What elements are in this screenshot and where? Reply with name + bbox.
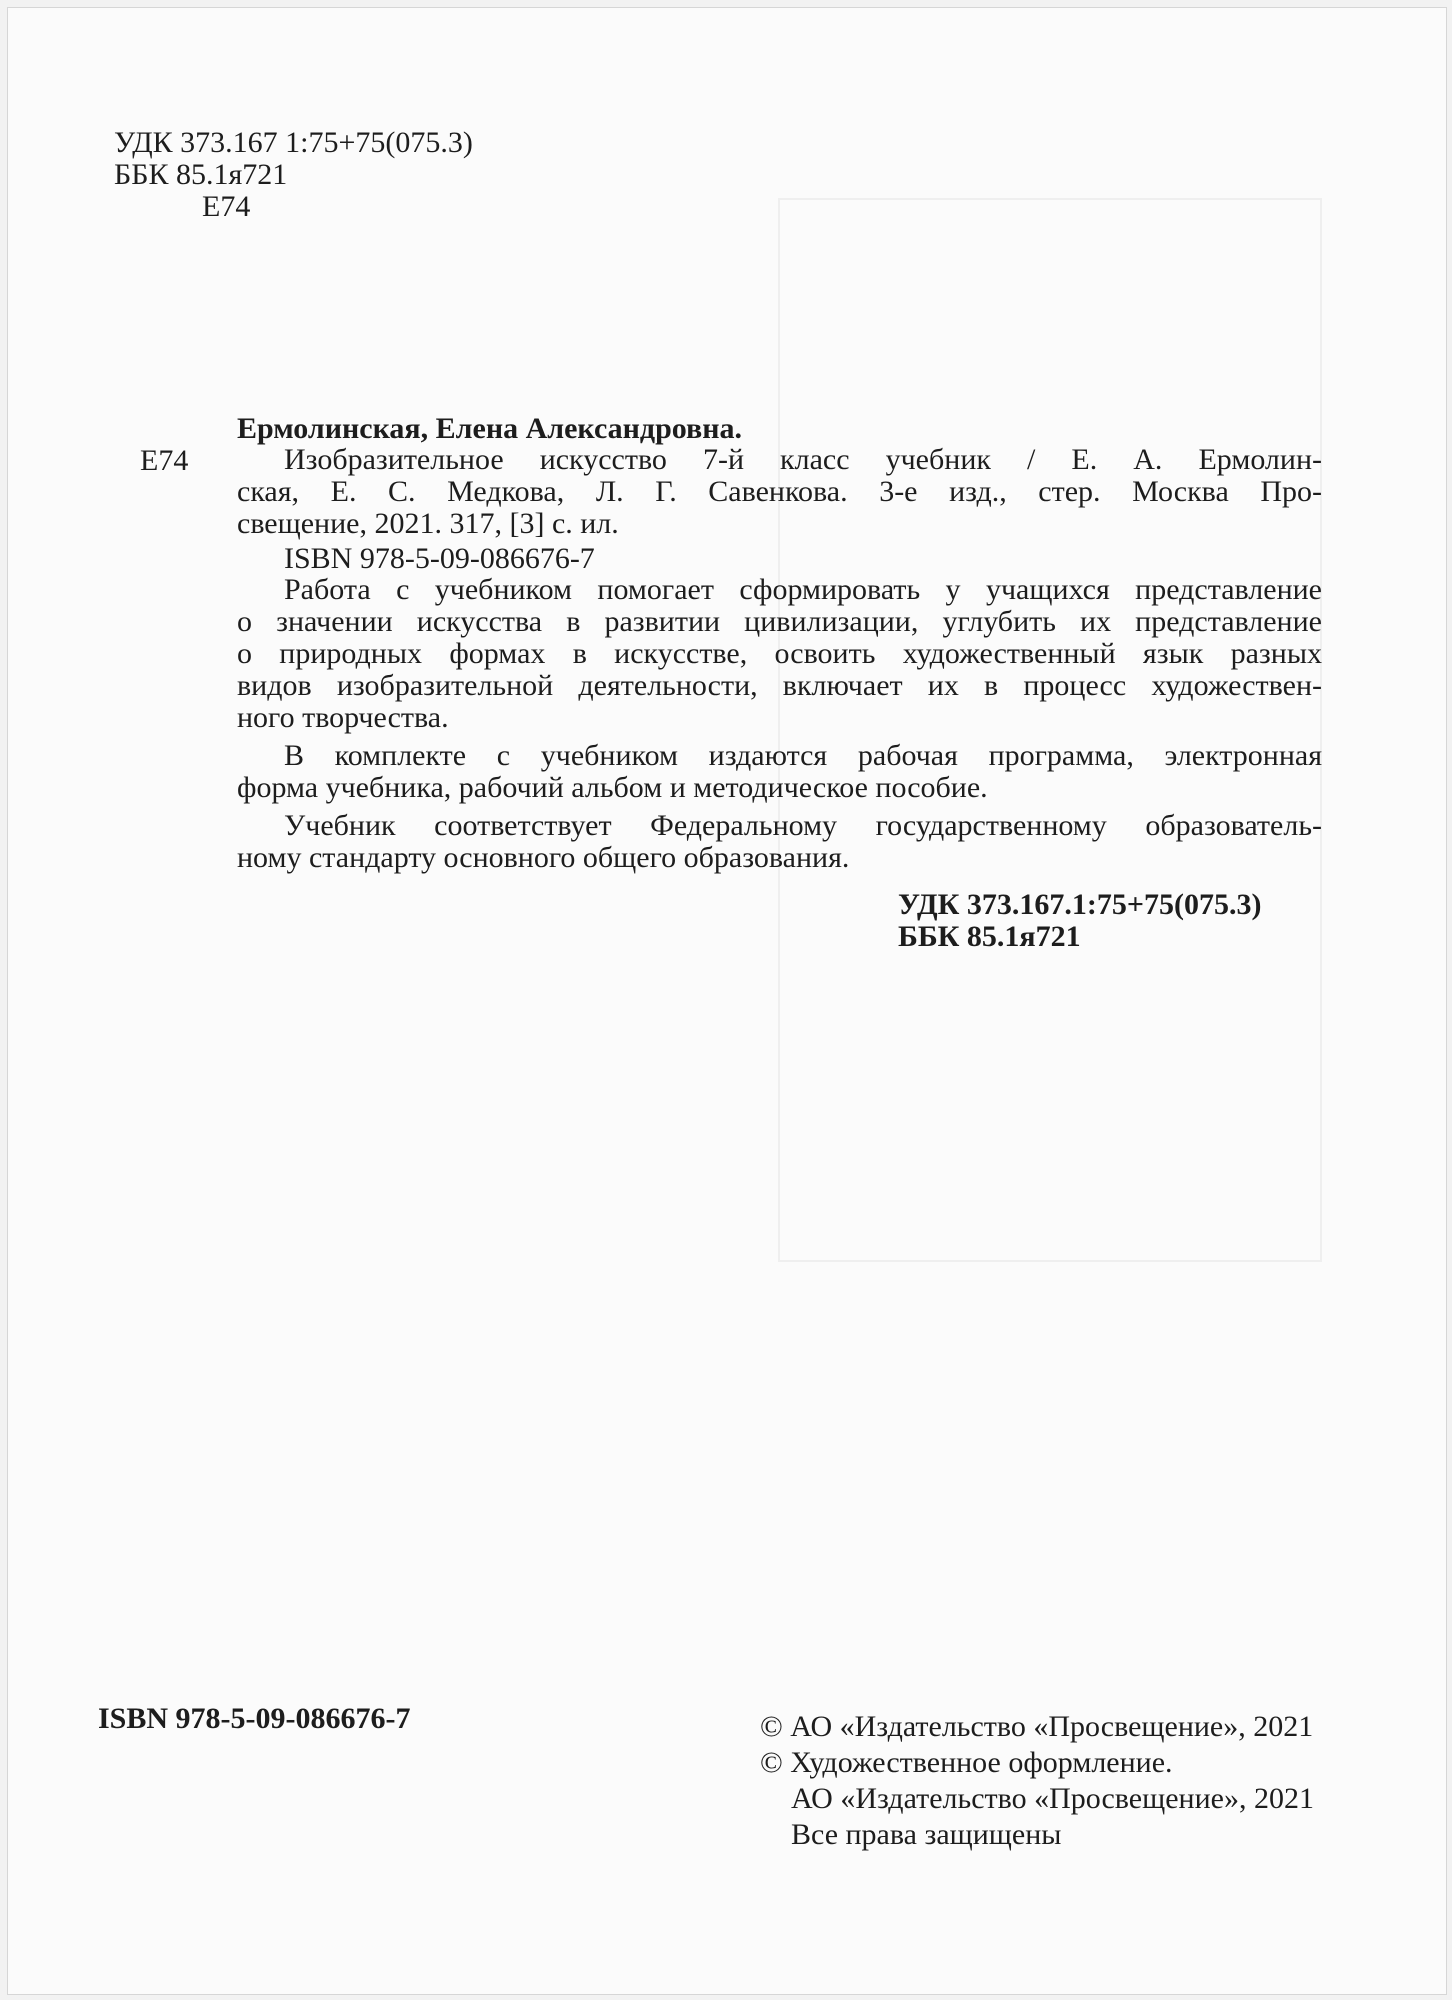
annotation-line: Работа с учебником помогает сформировать у учащихся представление (284, 573, 1322, 606)
copyright-line: © АО «Издательство «Просвещение», 2021 (760, 1710, 1314, 1743)
bibliographic-description (237, 444, 1322, 540)
annotation-paragraph-3 (237, 810, 1322, 874)
margin-author-code: Е74 (140, 444, 189, 477)
annotation-line: о значении искусства в развитии цивилизации, углубить их представление (237, 605, 1322, 638)
annotation-line: В комплекте с учебником издаются рабочая программа, электронная (284, 739, 1322, 772)
annotation-line: о природных формах в искусстве, освоить художественный язык разных (237, 637, 1322, 670)
header-bbk: ББК 85.1я721 (114, 158, 288, 191)
annotation-paragraph-1 (237, 574, 1322, 734)
record-bbk: ББК 85.1я721 (898, 920, 1081, 953)
book-page (8, 8, 1446, 1994)
description-line: Изобразительное искусство 7-й класс учебник / Е. А. Ермолин- (284, 443, 1322, 476)
header-author-code: Е74 (202, 190, 251, 223)
record-udk: УДК 373.167.1:75+75(075.3) (898, 888, 1262, 921)
annotation-line: видов изобразительной деятельности, включает их в процесс художествен- (237, 669, 1322, 702)
annotation-line: форма учебника, рабочий альбом и методическое пособие. (237, 771, 988, 804)
description-line: свещение, 2021. 317, [3] с. ил. (237, 507, 619, 540)
annotation-line: ному стандарту основного общего образования. (237, 841, 850, 874)
annotation-line: Учебник соответствует Федеральному государственному образователь- (284, 809, 1322, 842)
author-heading: Ермолинская, Елена Александровна. (237, 412, 743, 445)
copyright-line: АО «Издательство «Просвещение», 2021 (791, 1782, 1314, 1815)
annotation-line: ного творчества. (237, 701, 449, 734)
copyright-line: © Художественное оформление. (760, 1746, 1173, 1779)
description-line: ская, Е. С. Медкова, Л. Г. Савенкова. 3-е изд., стер. Москва Про- (237, 475, 1322, 508)
record-isbn: ISBN 978-5-09-086676-7 (284, 542, 595, 575)
header-udk: УДК 373.167 1:75+75(075.3) (114, 126, 473, 159)
footer-isbn: ISBN 978-5-09-086676-7 (98, 1702, 411, 1735)
annotation-paragraph-2 (237, 740, 1322, 804)
rights-reserved: Все права защищены (791, 1818, 1062, 1851)
